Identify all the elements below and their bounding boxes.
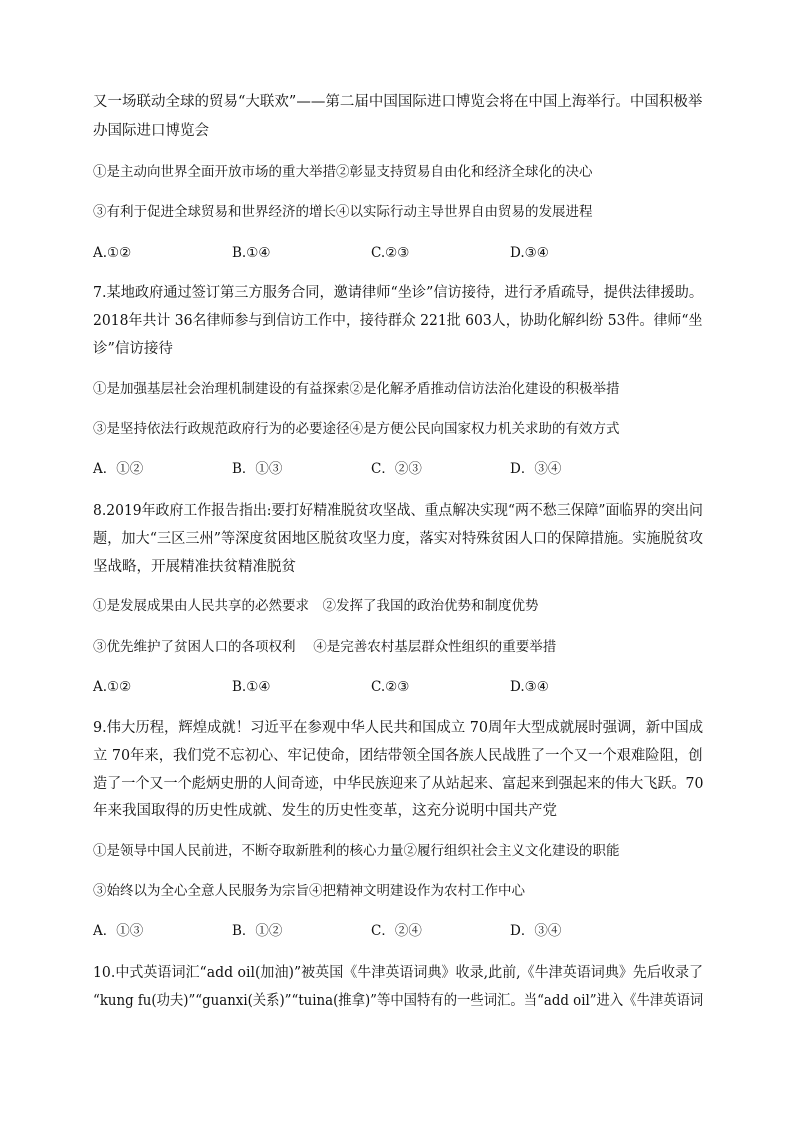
q6-choice-c[interactable]: C.②③ [371,245,410,261]
q7-choice-a[interactable]: A．①② [93,461,144,477]
q8-stem-line-2: 题，加大“三区三州”等深度贫困地区脱贫攻坚力度，落实对特殊贫困人口的保障措施。实施脱贫攻 [93,531,704,547]
q8-stem-line-1: 8.2019年政府工作报告指出:要打好精准脱贫攻坚战、重点解决实现“两不愁三保障”面临界的突出问 [93,503,703,519]
q8-statements-2: ③优先维护了贫困人口的各项权利 ④是完善农村基层群众性组织的重要举措 [93,639,557,655]
q6-choices [93,244,693,262]
q9-statements-2: ③始终以为全心全意人民服务为宗旨④把精神文明建设作为农村工作中心 [93,883,525,899]
q7-statements-2: ③是坚持依法行政规范政府行为的必要途径④是方便公民向国家权力机关求助的有效方式 [93,421,620,437]
q9-choices [93,922,693,940]
q9-choice-a[interactable]: A．①③ [93,923,144,939]
q6-statements-2: ③有利于促进全球贸易和世界经济的增长④以实际行动主导世界自由贸易的发展进程 [93,204,593,220]
q8-choice-d[interactable]: D.③④ [510,679,549,695]
q8-statements-1: ①是发展成果由人民共享的必然要求 ②发挥了我国的政治优势和制度优势 [93,598,539,614]
q9-stem-line-3: 造了一个又一个彪炳史册的人间奇迹，中华民族迎来了从站起来、富起来到强起来的伟大飞跃。70 [93,776,704,792]
q8-choice-b[interactable]: B.①④ [232,679,271,695]
q7-stem-line-3: 诊”信访接待 [93,341,173,357]
q7-choice-c[interactable]: C．②③ [371,461,422,477]
q6-choice-a[interactable]: A.①② [93,245,132,261]
q8-choices [93,678,693,696]
q6-statements-1: ①是主动向世界全面开放市场的重大举措②彰显支持贸易自由化和经济全球化的决心 [93,164,593,180]
q9-choice-c[interactable]: C．②④ [371,923,422,939]
q9-stem-line-2: 立 70年来，我们党不忘初心、牢记使命，团结带领全国各族人民战胜了一个又一个艰难险阻，创 [93,748,703,764]
q6-stem-line-2: 办国际进口博览会 [93,123,209,139]
q8-choice-c[interactable]: C.②③ [371,679,410,695]
q7-stem-line-1: 7.某地政府通过签订第三方服务合同，邀请律师“坐诊”信访接待，进行矛盾疏导，提供法律援助。 [93,285,704,301]
q6-choice-d[interactable]: D.③④ [510,245,549,261]
q7-choices [93,460,693,478]
q9-stem-line-1: 9.伟大历程，辉煌成就！习近平在参观中华人民共和国成立 70周年大型成就展时强调，新中国成 [93,720,704,736]
q7-choice-b[interactable]: B．①③ [232,461,283,477]
q9-choice-d[interactable]: D．③④ [510,923,562,939]
q6-choice-b[interactable]: B.①④ [232,245,271,261]
q7-statements-1: ①是加强基层社会治理机制建设的有益探索②是化解矛盾推动信访法治化建设的积极举措 [93,381,620,397]
q10-stem-line-1: 10.中式英语词汇“add oil(加油)”被英国《牛津英语词典》收录,此前,《牛津英语词典》先后收录了 [93,965,704,981]
q10-stem-line-2: “kung fu(功夫)”“guanxi(关系)”“tuina(推拿)”等中国特有的一些词汇。当“add oil”进入《牛津英语词 [93,993,704,1009]
q9-stem-line-4: 年来我国取得的历史性成就、发生的历史性变革，这充分说明中国共产党 [93,803,557,819]
q7-stem-line-2: 2018年共计 36名律师参与到信访工作中，接待群众 221批 603人，协助化解纠纷 53件。律师“坐 [93,313,703,329]
q7-choice-d[interactable]: D．③④ [510,461,562,477]
q9-choice-b[interactable]: B．①② [232,923,283,939]
q6-stem-line-1: 又一场联动全球的贸易“大联欢”——第二届中国国际进口博览会将在中国上海举行。中国积极举 [93,94,703,110]
q8-stem-line-3: 坚战略，开展精准扶贫精准脱贫 [93,559,296,575]
q8-choice-a[interactable]: A.①② [93,679,132,695]
q9-statements-1: ①是领导中国人民前进，不断夺取新胜利的核心力量②履行组织社会主义文化建设的职能 [93,843,620,859]
